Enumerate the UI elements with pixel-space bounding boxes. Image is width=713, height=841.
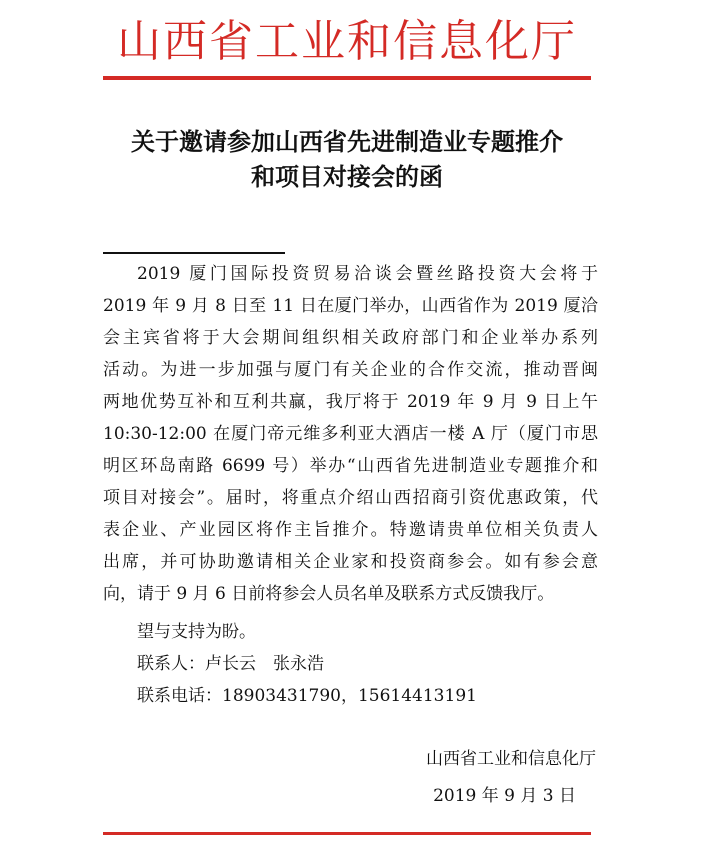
body-paragraph-line: 项目对接会”。届时，将重点介绍山西招商引资优惠政策，代 xyxy=(103,488,598,508)
document-title-line-2: 和项目对接会的函 xyxy=(251,162,443,191)
body-paragraph-line: 2019 厦门国际投资贸易洽谈会暨丝路投资大会将于 xyxy=(137,264,598,284)
signature-org: 山西省工业和信息化厅 xyxy=(426,749,596,769)
contact-phone: 联系电话：18903431790，15614413191 xyxy=(137,686,477,706)
title-separator-rule xyxy=(103,252,285,254)
letterhead-org-name: 山西省工业和信息化厅 xyxy=(117,16,577,67)
body-paragraph-line: 会主宾省将于大会期间组织相关政府部门和企业举办系列 xyxy=(103,328,598,348)
body-paragraph-line: 活动。为进一步加强与厦门有关企业的合作交流，推动晋闽 xyxy=(103,360,598,380)
body-paragraph-line: 出席，并可协助邀请相关企业家和投资商参会。如有参会意 xyxy=(103,552,598,572)
closing-remark: 望与支持为盼。 xyxy=(137,622,256,642)
body-paragraph-line: 向，请于 9 月 6 日前将参会人员名单及联系方式反馈我厅。 xyxy=(103,584,555,604)
footer-divider xyxy=(103,832,591,835)
document-title-line-1: 关于邀请参加山西省先进制造业专题推介 xyxy=(131,127,563,156)
body-paragraph-line: 10:30-12:00 在厦门帝元维多利亚大酒店一楼 A 厅（厦门市思 xyxy=(103,424,598,444)
body-paragraph-line: 明区环岛南路 6699 号）举办“山西省先进制造业专题推介和 xyxy=(103,456,598,476)
body-paragraph-line: 2019 年 9 月 8 日至 11 日在厦门举办，山西省作为 2019 厦洽 xyxy=(103,296,598,316)
signature-date: 2019 年 9 月 3 日 xyxy=(433,786,576,806)
contact-person: 联系人：卢长云 张永浩 xyxy=(137,654,324,674)
letterhead-divider xyxy=(103,76,591,80)
body-paragraph-line: 两地优势互补和互利共赢，我厅将于 2019 年 9 月 9 日上午 xyxy=(103,392,598,412)
body-paragraph-line: 表企业、产业园区将作主旨推介。特邀请贵单位相关负责人 xyxy=(103,520,598,540)
